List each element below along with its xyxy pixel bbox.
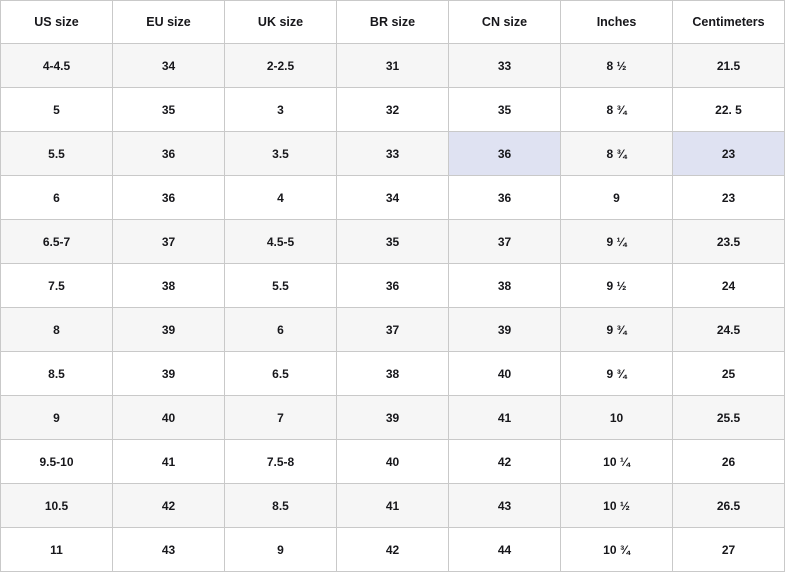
table-cell: 9 ¾ [561,308,673,352]
table-cell: 6 [225,308,337,352]
table-cell: 40 [449,352,561,396]
table-cell: 41 [113,440,225,484]
table-cell: 4-4.5 [1,44,113,88]
table-cell: 10 ½ [561,484,673,528]
table-cell: 41 [337,484,449,528]
table-cell: 36 [337,264,449,308]
table-cell: 5.5 [225,264,337,308]
table-cell: 39 [113,308,225,352]
table-header [1,1,785,44]
column-header-1: EU size [113,1,225,44]
table-cell: 39 [449,308,561,352]
column-header-0: US size [1,1,113,44]
table-row [1,176,785,220]
table-cell: 32 [337,88,449,132]
column-header-3: BR size [337,1,449,44]
table-cell: 34 [337,176,449,220]
table-cell: 25 [673,352,785,396]
table-cell: 37 [113,220,225,264]
table-cell: 40 [337,440,449,484]
table-cell: 40 [113,396,225,440]
table-cell: 36 [113,176,225,220]
table-cell: 7.5 [1,264,113,308]
table-header-row [1,1,785,44]
table-row [1,44,785,88]
column-header-2: UK size [225,1,337,44]
table-cell: 9 [561,176,673,220]
table-cell: 42 [113,484,225,528]
table-body [1,44,785,572]
table-cell: 6.5 [225,352,337,396]
table-cell: 2-2.5 [225,44,337,88]
table-cell: 26.5 [673,484,785,528]
table-cell: 36 [113,132,225,176]
table-cell: 38 [113,264,225,308]
table-cell: 25.5 [673,396,785,440]
table-cell: 39 [337,396,449,440]
table-cell: 9 ¾ [561,352,673,396]
table-cell: 27 [673,528,785,572]
table-cell: 7.5-8 [225,440,337,484]
table-cell: 4 [225,176,337,220]
table-cell: 6 [1,176,113,220]
table-cell: 33 [337,132,449,176]
table-cell: 38 [337,352,449,396]
table-cell: 34 [113,44,225,88]
table-cell: 11 [1,528,113,572]
table-cell: 23 [673,132,785,176]
table-cell: 33 [449,44,561,88]
table-cell: 8 ¾ [561,132,673,176]
table-cell: 3.5 [225,132,337,176]
column-header-4: CN size [449,1,561,44]
table-cell: 5.5 [1,132,113,176]
table-cell: 10.5 [1,484,113,528]
table-cell: 8.5 [225,484,337,528]
table-cell: 10 ¾ [561,528,673,572]
table-row [1,264,785,308]
table-cell: 9 ½ [561,264,673,308]
table-cell: 5 [1,88,113,132]
table-cell: 10 [561,396,673,440]
table-cell: 36 [449,132,561,176]
table-row [1,88,785,132]
table-row [1,308,785,352]
table-cell: 43 [113,528,225,572]
table-cell: 43 [449,484,561,528]
table-row [1,352,785,396]
table-cell: 23 [673,176,785,220]
table-cell: 8 [1,308,113,352]
table-cell: 39 [113,352,225,396]
table-cell: 26 [673,440,785,484]
table-cell: 37 [449,220,561,264]
table-row [1,528,785,572]
table-cell: 9.5-10 [1,440,113,484]
table-cell: 6.5-7 [1,220,113,264]
table-row [1,132,785,176]
table-cell: 24.5 [673,308,785,352]
table-cell: 9 [1,396,113,440]
table-cell: 8 ½ [561,44,673,88]
column-header-6: Centimeters [673,1,785,44]
table-cell: 8.5 [1,352,113,396]
table-cell: 35 [113,88,225,132]
table-cell: 35 [337,220,449,264]
table-cell: 21.5 [673,44,785,88]
table-row [1,440,785,484]
table-row [1,220,785,264]
table-cell: 44 [449,528,561,572]
table-cell: 41 [449,396,561,440]
table-cell: 35 [449,88,561,132]
table-cell: 37 [337,308,449,352]
table-row [1,396,785,440]
table-cell: 4.5-5 [225,220,337,264]
table-cell: 24 [673,264,785,308]
column-header-5: Inches [561,1,673,44]
table-cell: 10 ¼ [561,440,673,484]
table-cell: 31 [337,44,449,88]
table-cell: 42 [337,528,449,572]
table-cell: 36 [449,176,561,220]
table-cell: 42 [449,440,561,484]
table-cell: 8 ¾ [561,88,673,132]
table-cell: 38 [449,264,561,308]
table-cell: 9 ¼ [561,220,673,264]
table-cell: 9 [225,528,337,572]
table-cell: 23.5 [673,220,785,264]
table-row [1,484,785,528]
table-cell: 22. 5 [673,88,785,132]
table-cell: 7 [225,396,337,440]
table-cell: 3 [225,88,337,132]
